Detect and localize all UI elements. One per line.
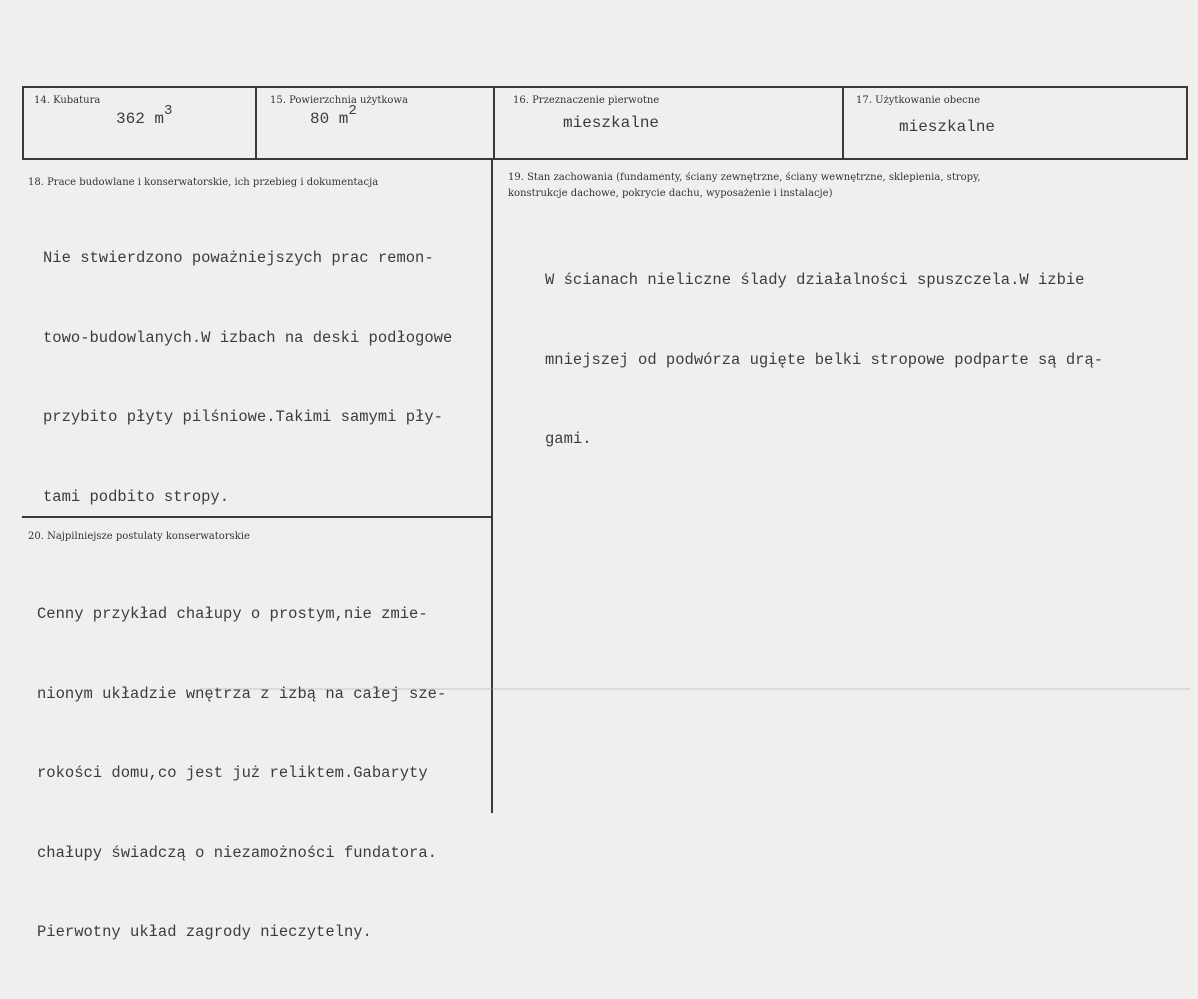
divider-14-15 [255, 86, 257, 160]
field-18-line: towo-budowlanych.W izbach na deski podłogowe [43, 328, 453, 347]
field-17-value: mieszkalne [899, 118, 996, 136]
field-20-line: rokości domu,co jest już reliktem.Gabaryty [37, 764, 428, 782]
divider-15-16 [493, 86, 495, 160]
left-rule [22, 86, 24, 160]
field-19-line: mniejszej od podwórza ugięte belki stropowe podparte są drą- [545, 350, 1104, 369]
field-19-line: W ścianach nieliczne ślady działalności spuszczela.W izbie [545, 271, 1085, 289]
field-14-exponent: 3 [164, 103, 173, 119]
field-20-line: nionym układzie wnętrza z izbą na całej sze- [37, 684, 447, 703]
field-17-label: 17. Użytkowanie obecne [856, 95, 981, 106]
field-20-line: Cenny przykład chałupy o prostym,nie zmie- [37, 605, 428, 623]
field-19-label-line2: konstrukcje dachowe, pokrycie dachu, wyposażenie i instalacje) [508, 188, 833, 199]
field-15-value [310, 103, 357, 128]
field-18-line: Nie stwierdzono poważniejszych prac remon- [43, 249, 434, 267]
field-20-line: chałupy świadczą o niezamożności fundatora. [37, 843, 437, 862]
field-15-label: 15. Powierzchnia użytkowa [270, 95, 408, 106]
field-15-exponent: 2 [348, 103, 357, 119]
top-rule [22, 86, 1188, 88]
field-14-value [116, 103, 173, 128]
field-20-text [37, 548, 446, 999]
field-19-line: gami. [545, 430, 592, 448]
main-vertical-rule [491, 158, 493, 813]
field-18-label: 18. Prace budowlane i konserwatorskie, ich przebieg i dokumentacja [28, 177, 379, 188]
field-18-text [43, 192, 452, 563]
row1-bottom-rule [22, 158, 1188, 160]
field-20-line: Pierwotny układ zagrody nieczytelny. [37, 923, 372, 941]
field-18-line: tami podbito stropy. [43, 487, 230, 506]
field-14-label: 14. Kubatura [34, 95, 101, 106]
right-rule [1186, 86, 1188, 160]
field-14-number: 362 m [116, 110, 165, 128]
field-19-label-line1: 19. Stan zachowania (fundamenty, ściany zewnętrzne, ściany wewnętrzne, sklepienia, stropy, [508, 172, 981, 183]
divider-16-17 [842, 86, 844, 160]
field-18-line: przybito płyty pilśniowe.Takimi samymi pły- [43, 408, 443, 426]
field-16-label: 16. Przeznaczenie pierwotne [513, 95, 660, 106]
field-20-label: 20. Najpilniejsze postulaty konserwatorskie [28, 531, 250, 542]
field-19-text [545, 214, 1103, 506]
field-16-value: mieszkalne [563, 114, 660, 132]
field-15-number: 80 m [310, 110, 349, 128]
